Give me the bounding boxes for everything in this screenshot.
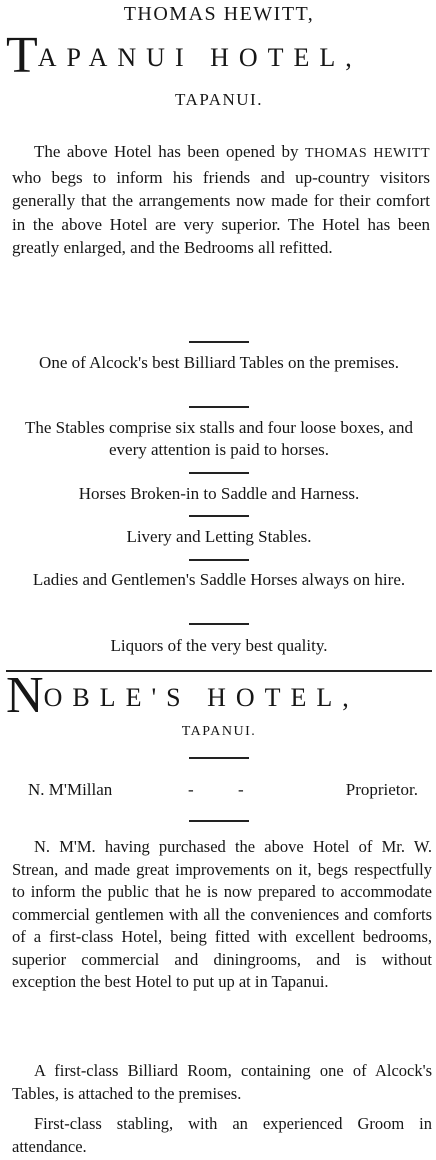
ad1-hotel-title-rest: APANUI HOTEL, [37,43,362,72]
ad2-dash-2: - [238,780,244,799]
ad1-intro-rest: who begs to inform his friends and up-country visitors generally that the arrangements now made for their comfort in the above Hotel are very superior. The Hotel has been greatly enlarged, and the Bedrooms all refitted. [12,167,430,257]
ad2-paragraph-1: N. M'M. having purchased the above Hotel of Mr. W. Strean, and made great improvements on it, begs respectfully to inform the public that he is now prepared to accommodate commercial gentlemen with all the conveniences and comforts of a first-class Hotel, being fitted with excellent bedrooms, superior commercial and diningrooms, and is without exception the best Hotel to put up at in Tapanui. [12,837,432,991]
ad1-livery-line: Livery and Letting Stables. [126,527,312,546]
ad2-paragraph-2: A first-class Billiard Room, containing one of Alcock's Tables, is attached to the premises. [12,1061,432,1103]
ad1-divider-2 [189,406,249,408]
ad1-divider-5 [189,559,249,561]
ad-separator-rule [6,670,432,672]
ad1-divider-3 [189,472,249,474]
ad2-hotel-title-rest: OBLE'S HOTEL, [43,683,359,712]
ad1-divider-4 [189,515,249,517]
ad1-divider-6 [189,623,249,625]
ad1-town: TAPANUI. [175,90,263,109]
ad2-proprietor-name: N. M'Millan [28,780,113,799]
ad1-liquors-line: Liquors of the very best quality. [110,636,328,655]
ad2-divider-1 [189,757,249,759]
ad1-intro-paragraph [12,140,430,260]
ad1-hotel-title [6,27,432,84]
ad2-proprietor-role: Proprietor. [345,780,418,799]
ad1-divider-1 [189,341,249,343]
ad2-hotel-title [6,667,432,724]
ad2-town: TAPANUI. [181,724,257,739]
ad2-hotel-title-initial: N [6,667,44,724]
ad2-dash-1: - [188,780,194,799]
ad1-stables-line: The Stables comprise six stalls and four loose boxes, and every attention is paid to horses. [24,418,414,459]
ad1-proprietor-heading: THOMAS HEWITT, [123,3,315,25]
ad2-paragraph-3: First-class stabling, with an experienced Groom in attendance. [12,1114,432,1156]
ad1-horses-line: Horses Broken-in to Saddle and Harness. [78,484,360,503]
ad1-intro-name: THOMAS HEWITT [305,146,430,161]
ad1-billiard-line: One of Alcock's best Billiard Tables on the premises. [39,353,399,372]
ad1-saddle-line: Ladies and Gentlemen's Saddle Horses always on hire. [32,570,406,589]
ad1-intro-lead: The above Hotel has been opened by [34,142,299,161]
ad2-divider-2 [189,820,249,822]
ad1-hotel-title-initial: T [6,27,38,84]
